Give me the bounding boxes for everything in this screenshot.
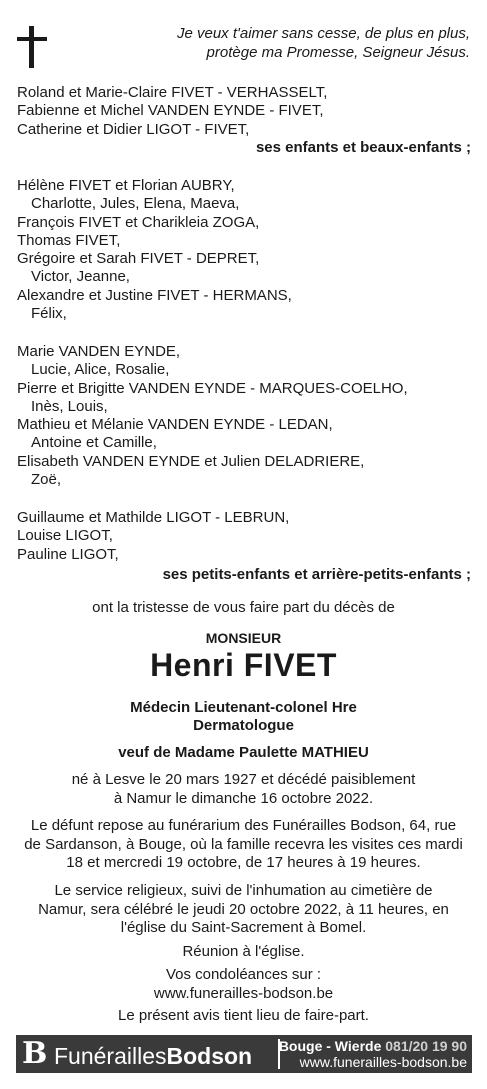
relation-label: ses petits-enfants et arrière-petits-enfants ;	[162, 565, 471, 583]
family-line: Pauline LIGOT,	[17, 545, 119, 563]
info-line: à Namur le dimanche 16 octobre 2022.	[113, 789, 374, 807]
grandchildren-group-3	[17, 509, 471, 584]
funeral-home-banner	[16, 1035, 472, 1073]
visitation-info	[0, 817, 487, 873]
family-line: Inès, Louis,	[31, 397, 108, 415]
family-line: François FIVET et Charikleia ZOGA,	[17, 213, 260, 231]
quote-line: Je veux t'aimer sans cesse, de plus en plus,	[176, 25, 470, 42]
brand-name	[54, 1043, 252, 1069]
family-line: Victor, Jeanne,	[31, 268, 130, 286]
profession-line: Dermatologue	[193, 717, 294, 734]
quote-line: protège ma Promesse, Seigneur Jésus.	[206, 44, 470, 61]
phone-number: 081/20 19 90	[385, 1038, 467, 1054]
family-line: Félix,	[31, 305, 67, 323]
family-line: Louise LIGOT,	[17, 527, 113, 545]
family-line: Catherine et Didier LIGOT - FIVET,	[17, 120, 250, 138]
condolences	[0, 966, 487, 1003]
family-line: Zoë,	[31, 471, 62, 489]
deceased-name: Henri FIVET	[150, 647, 337, 683]
website-link[interactable]: www.funerailles-bodson.be	[299, 1054, 467, 1070]
info-line: de Sardanson, à Bouge, où la famille recevra les visites ces mardi	[24, 835, 463, 853]
grandchildren-group-2	[17, 343, 471, 489]
family-line: Elisabeth VANDEN EYNDE et Julien DELADRIERE,	[17, 452, 365, 470]
honorific: MONSIEUR	[205, 630, 282, 646]
brand-name-part: Bodson	[166, 1043, 253, 1069]
family-line: Marie VANDEN EYNDE,	[17, 343, 181, 360]
children-block	[17, 84, 471, 157]
info-line: Le service religieux, suivi de l'inhumation au cimetière de	[54, 882, 433, 899]
family-line: Lucie, Alice, Rosalie,	[31, 361, 170, 379]
profession	[0, 699, 487, 735]
family-line: Fabienne et Michel VANDEN EYNDE - FIVET,	[17, 102, 324, 120]
family-line: Thomas FIVET,	[17, 231, 121, 249]
service-info	[0, 882, 487, 938]
family-line: Charlotte, Jules, Elena, Maeva,	[31, 195, 240, 213]
family-line: Guillaume et Mathilde LIGOT - LEBRUN,	[17, 509, 290, 526]
relation-label: ses enfants et beaux-enfants ;	[255, 138, 471, 156]
cross-icon	[17, 26, 47, 68]
family-line: Hélène FIVET et Florian AUBRY,	[17, 177, 235, 194]
family-line: Mathieu et Mélanie VANDEN EYNDE - LEDAN,	[17, 416, 333, 434]
reunion-line: Réunion à l'église.	[182, 943, 305, 960]
info-line: Le défunt repose au funérarium des Funérailles Bodson, 64, rue	[30, 817, 457, 834]
location: Bouge - Wierde	[278, 1038, 382, 1054]
brand-name-part: Funérailles	[54, 1043, 167, 1069]
info-line: 18 et mercredi 19 octobre, de 17 heures à 19 heures.	[66, 854, 421, 871]
scripture-quote	[140, 24, 470, 62]
widower-line: veuf de Madame Paulette MATHIEU	[118, 744, 369, 761]
family-line: Grégoire et Sarah FIVET - DEPRET,	[17, 250, 260, 268]
profession-line: Médecin Lieutenant-colonel Hre	[130, 699, 357, 716]
grandchildren-group-1	[17, 177, 471, 323]
brand-logo-icon: B	[22, 1036, 48, 1071]
announcement-text: ont la tristesse de vous faire part du décès de	[92, 599, 395, 616]
notice-line: Le présent avis tient lieu de faire-part.	[118, 1007, 369, 1024]
info-line: né à Lesve le 20 mars 1927 et décédé paisiblement	[71, 771, 416, 788]
condolences-label: Vos condoléances sur :	[165, 966, 322, 983]
family-line: Pierre et Brigitte VANDEN EYNDE - MARQUES-COELHO,	[17, 379, 408, 397]
info-line: Namur, sera célébré le jeudi 20 octobre 2022, à 11 heures, en	[38, 900, 449, 918]
info-line: l'église du Saint-Sacrement à Bomel.	[120, 919, 367, 936]
family-line: Roland et Marie-Claire FIVET - VERHASSELT,	[17, 84, 328, 101]
birth-death-info	[0, 771, 487, 808]
family-line: Alexandre et Justine FIVET - HERMANS,	[17, 286, 292, 304]
family-line: Antoine et Camille,	[31, 434, 157, 452]
condolences-link[interactable]: www.funerailles-bodson.be	[153, 984, 334, 1002]
contact-line	[279, 1038, 467, 1054]
